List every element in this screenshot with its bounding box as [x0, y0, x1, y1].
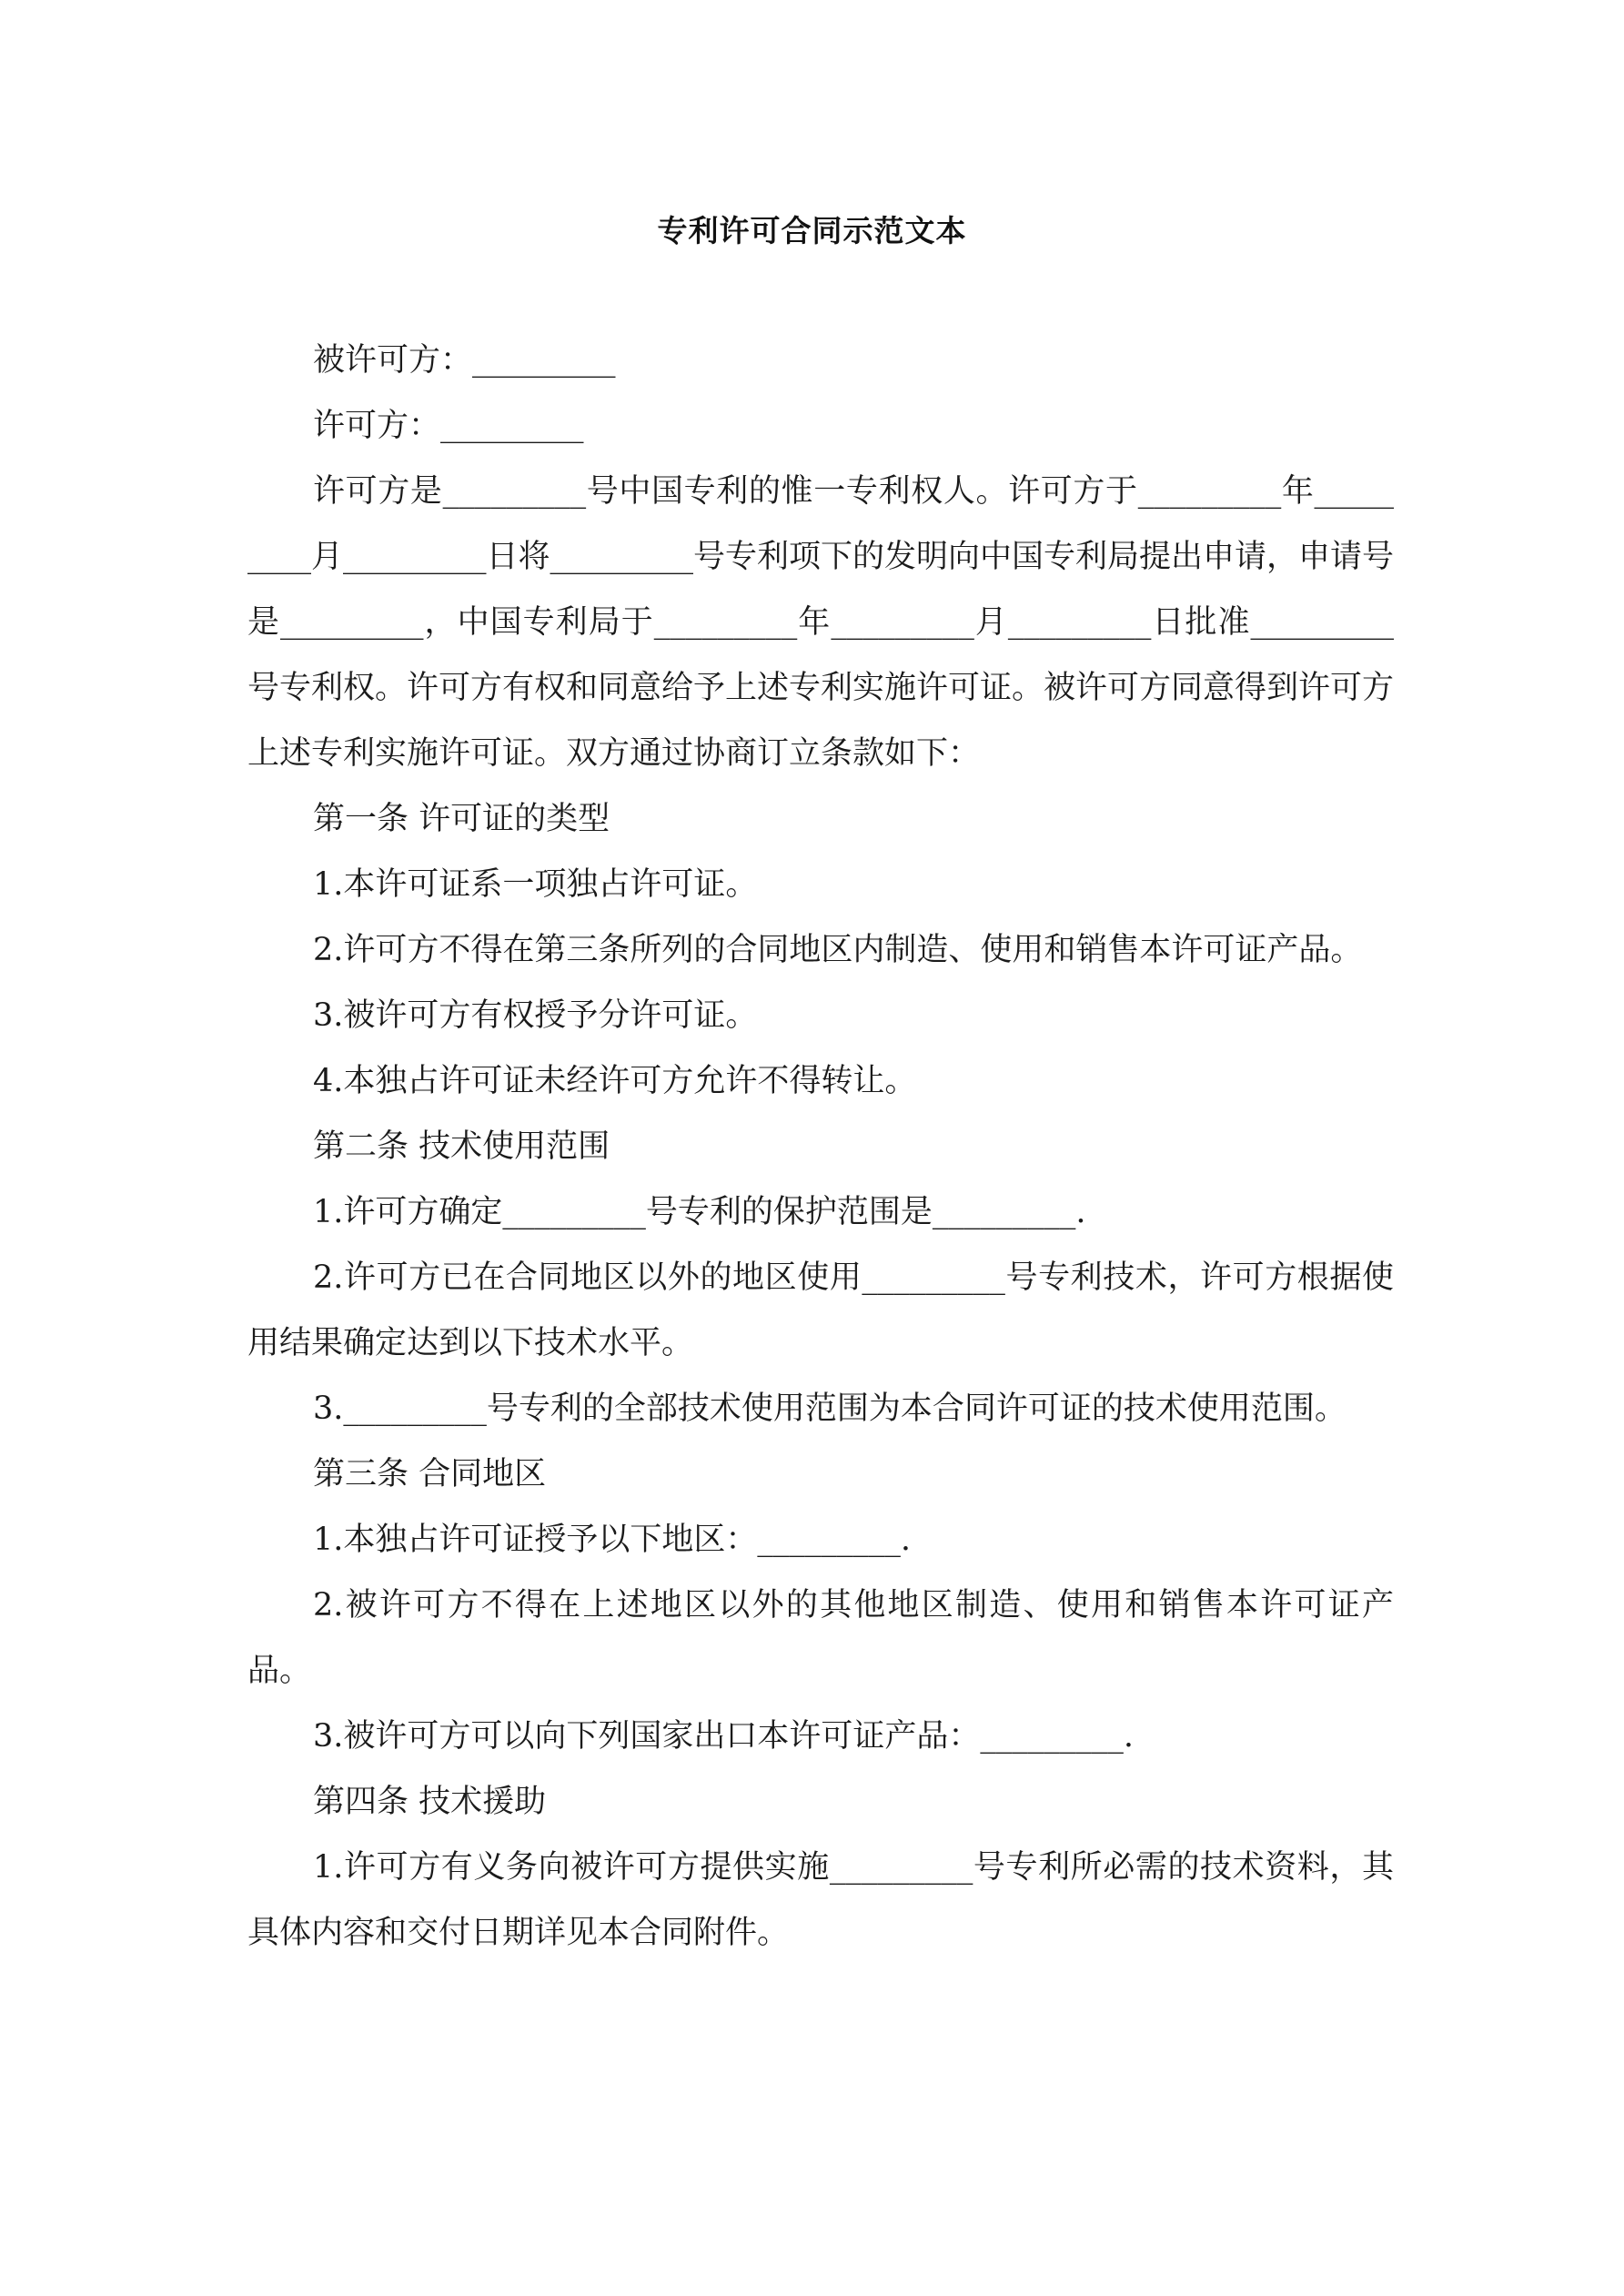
article-3-item-1: 1.本独占许可证授予以下地区：_________.	[313, 1522, 912, 1558]
document-body	[247, 328, 1394, 1966]
article-4-item-1: 1.许可方有义务向被许可方提供实施_________号专利所必需的技术资料，其具体内容和交付日期详见本合同附件。	[247, 1849, 1394, 1951]
article-1-item-1: 1.本许可证系一项独占许可证。	[313, 866, 758, 903]
article-2-item-2: 2.许可方已在合同地区以外的地区使用_________号专利技术，许可方根据使用结果确定达到以下技术水平。	[247, 1259, 1394, 1361]
paragraph-licensor: 许可方：_________	[313, 408, 584, 444]
article-2-item-3: 3._________号专利的全部技术使用范围为本合同许可证的技术使用范围。	[313, 1391, 1347, 1427]
article-1-heading: 第一条 许可证的类型	[313, 801, 610, 837]
article-2-heading: 第二条 技术使用范围	[313, 1128, 610, 1165]
article-3-item-3: 3.被许可方可以向下列国家出口本许可证产品：_________.	[313, 1718, 1135, 1755]
article-3-item-2: 2.被许可方不得在上述地区以外的其他地区制造、使用和销售本许可证产品。	[247, 1587, 1394, 1689]
article-1-item-3: 3.被许可方有权授予分许可证。	[313, 997, 758, 1034]
article-4-heading: 第四条 技术援助	[313, 1784, 547, 1820]
paragraph-preamble: 许可方是_________号中国专利的惟一专利权人。许可方于_________年_________月_________日将_________号专利项下的发明向中国专利局提出申请，申请号是_________，中国专利局于_________年_________月_________日批准_________号专利权。许可方有权和同意给予上述专利实施许可证。被许可方同意得到许可方上述专利实施许可证。双方通过协商订立条款如下：	[247, 473, 1395, 772]
article-1-item-2: 2.许可方不得在第三条所列的合同地区内制造、使用和销售本许可证产品。	[313, 932, 1363, 968]
article-2-item-1: 1.许可方确定_________号专利的保护范围是_________.	[313, 1194, 1086, 1230]
paragraph-licensee: 被许可方：_________	[313, 342, 616, 379]
article-1-item-4: 4.本独占许可证未经许可方允许不得转让。	[313, 1063, 917, 1099]
article-3-heading: 第三条 合同地区	[313, 1456, 547, 1492]
document-title: 专利许可合同示范文本	[657, 213, 967, 248]
